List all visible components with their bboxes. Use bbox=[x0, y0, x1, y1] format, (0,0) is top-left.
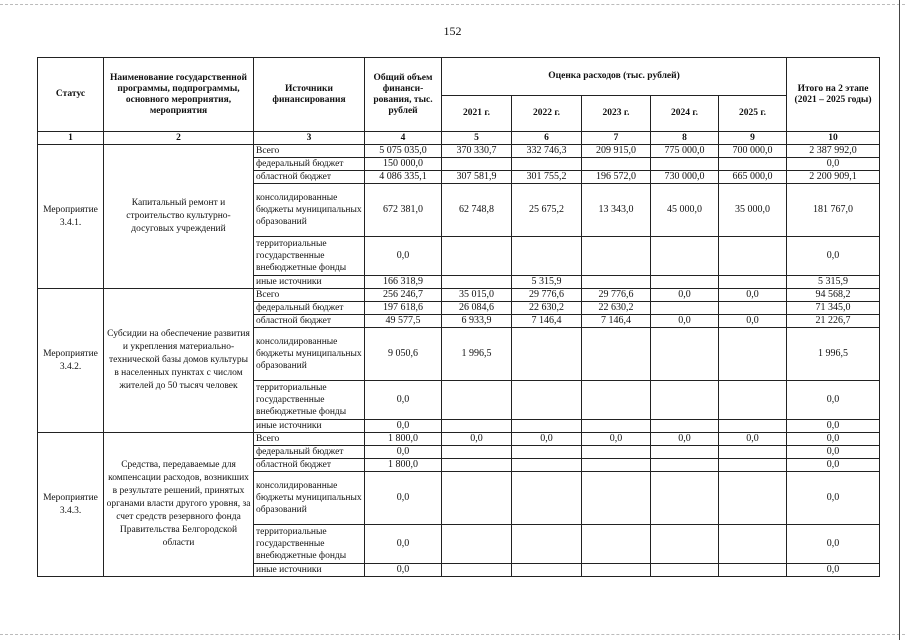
amount-y2021 bbox=[442, 158, 512, 171]
table-row bbox=[38, 433, 880, 446]
amount-final: 181 767,0 bbox=[787, 184, 880, 237]
amount-y2023 bbox=[582, 564, 651, 577]
amount-y2023 bbox=[582, 158, 651, 171]
amount-final: 5 315,9 bbox=[787, 276, 880, 289]
amount-y2022 bbox=[512, 158, 582, 171]
amount-final: 94 568,2 bbox=[787, 289, 880, 302]
amount-y2023 bbox=[582, 381, 651, 420]
header-name: Наименование государственной программы, подпрограммы, основного мероприятия, мероприятия bbox=[104, 58, 254, 132]
amount-y2022: 7 146,4 bbox=[512, 315, 582, 328]
amount-y2025: 0,0 bbox=[719, 315, 787, 328]
amount-y2023: 7 146,4 bbox=[582, 315, 651, 328]
amount-y2024: 0,0 bbox=[651, 315, 719, 328]
funding-source: Всего bbox=[254, 433, 365, 446]
measure-name: Средства, передаваемые для компенсации расходов, возникших в результате решений, принятых органами власти другого уровня, за счет средств резервного фонда Правительства Белгородской области bbox=[104, 433, 254, 577]
amount-y2021: 6 933,9 bbox=[442, 315, 512, 328]
funding-source: федеральный бюджет bbox=[254, 158, 365, 171]
amount-y2023 bbox=[582, 237, 651, 276]
table-row bbox=[38, 145, 880, 158]
amount-total: 0,0 bbox=[365, 525, 442, 564]
amount-y2022 bbox=[512, 420, 582, 433]
header-year-2021: 2021 г. bbox=[442, 96, 512, 132]
amount-y2023: 209 915,0 bbox=[582, 145, 651, 158]
amount-final: 0,0 bbox=[787, 158, 880, 171]
amount-y2025 bbox=[719, 328, 787, 381]
measure-name: Капитальный ремонт и строительство культурно-досуговых учреждений bbox=[104, 145, 254, 289]
amount-y2021 bbox=[442, 276, 512, 289]
amount-total: 672 381,0 bbox=[365, 184, 442, 237]
header-year-2024: 2024 г. bbox=[651, 96, 719, 132]
amount-y2023 bbox=[582, 446, 651, 459]
amount-final: 0,0 bbox=[787, 420, 880, 433]
amount-total: 5 075 035,0 bbox=[365, 145, 442, 158]
amount-y2025 bbox=[719, 525, 787, 564]
amount-y2024: 0,0 bbox=[651, 433, 719, 446]
amount-y2022: 25 675,2 bbox=[512, 184, 582, 237]
amount-y2025 bbox=[719, 459, 787, 472]
amount-y2025 bbox=[719, 564, 787, 577]
amount-y2025 bbox=[719, 158, 787, 171]
amount-y2025 bbox=[719, 276, 787, 289]
amount-y2021: 1 996,5 bbox=[442, 328, 512, 381]
amount-final: 0,0 bbox=[787, 237, 880, 276]
funding-source: иные источники bbox=[254, 276, 365, 289]
measure-status: Мероприятие 3.4.3. bbox=[38, 433, 104, 577]
amount-y2021 bbox=[442, 420, 512, 433]
column-index: 10 bbox=[787, 132, 880, 145]
amount-y2025: 665 000,0 bbox=[719, 171, 787, 184]
funding-source: территориальные государственные внебюджетные фонды bbox=[254, 237, 365, 276]
header-year-2025: 2025 г. bbox=[719, 96, 787, 132]
amount-y2021 bbox=[442, 237, 512, 276]
amount-y2022 bbox=[512, 328, 582, 381]
amount-final: 0,0 bbox=[787, 433, 880, 446]
amount-final: 21 226,7 bbox=[787, 315, 880, 328]
amount-y2024 bbox=[651, 302, 719, 315]
amount-total: 0,0 bbox=[365, 381, 442, 420]
amount-y2022: 29 776,6 bbox=[512, 289, 582, 302]
funding-source: федеральный бюджет bbox=[254, 446, 365, 459]
amount-total: 1 800,0 bbox=[365, 459, 442, 472]
amount-y2021 bbox=[442, 381, 512, 420]
amount-y2025 bbox=[719, 472, 787, 525]
column-index: 6 bbox=[512, 132, 582, 145]
column-index: 5 bbox=[442, 132, 512, 145]
amount-y2021 bbox=[442, 525, 512, 564]
funding-source: территориальные государственные внебюджетные фонды bbox=[254, 381, 365, 420]
funding-source: областной бюджет bbox=[254, 171, 365, 184]
amount-y2021: 62 748,8 bbox=[442, 184, 512, 237]
funding-source: областной бюджет bbox=[254, 459, 365, 472]
column-index: 8 bbox=[651, 132, 719, 145]
scan-bottom-edge bbox=[0, 634, 905, 635]
amount-final: 2 387 992,0 bbox=[787, 145, 880, 158]
amount-total: 0,0 bbox=[365, 472, 442, 525]
amount-y2021 bbox=[442, 564, 512, 577]
amount-y2022 bbox=[512, 459, 582, 472]
amount-total: 1 800,0 bbox=[365, 433, 442, 446]
amount-y2022 bbox=[512, 446, 582, 459]
amount-y2022 bbox=[512, 472, 582, 525]
amount-y2025 bbox=[719, 381, 787, 420]
amount-final: 71 345,0 bbox=[787, 302, 880, 315]
amount-y2023: 13 343,0 bbox=[582, 184, 651, 237]
amount-final: 0,0 bbox=[787, 446, 880, 459]
amount-y2022: 332 746,3 bbox=[512, 145, 582, 158]
header-total: Общий объем финанси-рования, тыс. рублей bbox=[365, 58, 442, 132]
amount-y2025 bbox=[719, 446, 787, 459]
funding-source: Всего bbox=[254, 145, 365, 158]
amount-total: 0,0 bbox=[365, 237, 442, 276]
amount-y2025: 0,0 bbox=[719, 433, 787, 446]
column-index: 3 bbox=[254, 132, 365, 145]
amount-y2025 bbox=[719, 420, 787, 433]
amount-final: 0,0 bbox=[787, 459, 880, 472]
measure-status: Мероприятие 3.4.1. bbox=[38, 145, 104, 289]
amount-y2022 bbox=[512, 237, 582, 276]
amount-y2022: 5 315,9 bbox=[512, 276, 582, 289]
table-row bbox=[38, 289, 880, 302]
amount-total: 4 086 335,1 bbox=[365, 171, 442, 184]
amount-y2024 bbox=[651, 472, 719, 525]
funding-source: консолидированные бюджеты муниципальных образований bbox=[254, 184, 365, 237]
amount-final: 1 996,5 bbox=[787, 328, 880, 381]
amount-y2024 bbox=[651, 525, 719, 564]
amount-y2022 bbox=[512, 525, 582, 564]
amount-y2024: 775 000,0 bbox=[651, 145, 719, 158]
amount-y2021: 0,0 bbox=[442, 433, 512, 446]
header-source: Источники финансирования bbox=[254, 58, 365, 132]
amount-y2023: 29 776,6 bbox=[582, 289, 651, 302]
amount-y2021: 307 581,9 bbox=[442, 171, 512, 184]
funding-source: Всего bbox=[254, 289, 365, 302]
amount-y2024: 730 000,0 bbox=[651, 171, 719, 184]
column-index: 4 bbox=[365, 132, 442, 145]
amount-total: 150 000,0 bbox=[365, 158, 442, 171]
amount-y2022 bbox=[512, 564, 582, 577]
amount-total: 0,0 bbox=[365, 446, 442, 459]
column-index-row bbox=[38, 132, 880, 145]
amount-y2023 bbox=[582, 276, 651, 289]
amount-y2022 bbox=[512, 381, 582, 420]
amount-y2024 bbox=[651, 276, 719, 289]
funding-source: областной бюджет bbox=[254, 315, 365, 328]
amount-y2025 bbox=[719, 302, 787, 315]
amount-y2023 bbox=[582, 459, 651, 472]
amount-y2023 bbox=[582, 472, 651, 525]
amount-y2021: 35 015,0 bbox=[442, 289, 512, 302]
amount-total: 166 318,9 bbox=[365, 276, 442, 289]
column-index: 2 bbox=[104, 132, 254, 145]
amount-y2021: 370 330,7 bbox=[442, 145, 512, 158]
amount-y2024: 45 000,0 bbox=[651, 184, 719, 237]
amount-final: 2 200 909,1 bbox=[787, 171, 880, 184]
amount-final: 0,0 bbox=[787, 564, 880, 577]
amount-y2024 bbox=[651, 158, 719, 171]
amount-y2022: 301 755,2 bbox=[512, 171, 582, 184]
amount-y2025: 700 000,0 bbox=[719, 145, 787, 158]
amount-total: 197 618,6 bbox=[365, 302, 442, 315]
amount-final: 0,0 bbox=[787, 381, 880, 420]
measure-name: Субсидии на обеспечение развития и укрепления материально-технической базы домов культуры в населенных пунктах с числом жителей до 50 тысяч человек bbox=[104, 289, 254, 433]
amount-y2024 bbox=[651, 328, 719, 381]
amount-y2024 bbox=[651, 381, 719, 420]
funding-source: иные источники bbox=[254, 420, 365, 433]
amount-y2024 bbox=[651, 420, 719, 433]
amount-y2024 bbox=[651, 459, 719, 472]
amount-y2024 bbox=[651, 446, 719, 459]
page-number: 152 bbox=[443, 24, 462, 38]
funding-source: федеральный бюджет bbox=[254, 302, 365, 315]
amount-y2023 bbox=[582, 525, 651, 564]
amount-total: 9 050,6 bbox=[365, 328, 442, 381]
amount-total: 256 246,7 bbox=[365, 289, 442, 302]
amount-y2024 bbox=[651, 237, 719, 276]
measure-status: Мероприятие 3.4.2. bbox=[38, 289, 104, 433]
amount-y2021 bbox=[442, 446, 512, 459]
funding-source: консолидированные бюджеты муниципальных образований bbox=[254, 472, 365, 525]
amount-y2025 bbox=[719, 237, 787, 276]
amount-total: 0,0 bbox=[365, 564, 442, 577]
budget-table bbox=[37, 57, 880, 577]
amount-total: 49 577,5 bbox=[365, 315, 442, 328]
scan-right-edge bbox=[899, 0, 900, 640]
amount-y2021: 26 084,6 bbox=[442, 302, 512, 315]
amount-y2024 bbox=[651, 564, 719, 577]
funding-source: иные источники bbox=[254, 564, 365, 577]
amount-y2023: 22 630,2 bbox=[582, 302, 651, 315]
amount-final: 0,0 bbox=[787, 525, 880, 564]
funding-source: консолидированные бюджеты муниципальных образований bbox=[254, 328, 365, 381]
column-index: 9 bbox=[719, 132, 787, 145]
amount-final: 0,0 bbox=[787, 472, 880, 525]
column-index: 1 bbox=[38, 132, 104, 145]
header-estimate: Оценка расходов (тыс. рублей) bbox=[442, 58, 787, 96]
amount-y2023: 0,0 bbox=[582, 433, 651, 446]
amount-y2022: 0,0 bbox=[512, 433, 582, 446]
amount-y2021 bbox=[442, 472, 512, 525]
header-final: Итого на 2 этапе (2021 – 2025 годы) bbox=[787, 58, 880, 132]
amount-y2023: 196 572,0 bbox=[582, 171, 651, 184]
header-status: Статус bbox=[38, 58, 104, 132]
column-index: 7 bbox=[582, 132, 651, 145]
amount-y2023 bbox=[582, 420, 651, 433]
amount-y2025: 0,0 bbox=[719, 289, 787, 302]
amount-y2024: 0,0 bbox=[651, 289, 719, 302]
scan-top-edge bbox=[0, 4, 905, 5]
amount-y2022: 22 630,2 bbox=[512, 302, 582, 315]
header-year-2022: 2022 г. bbox=[512, 96, 582, 132]
amount-total: 0,0 bbox=[365, 420, 442, 433]
amount-y2021 bbox=[442, 459, 512, 472]
amount-y2023 bbox=[582, 328, 651, 381]
header-year-2023: 2023 г. bbox=[582, 96, 651, 132]
funding-source: территориальные государственные внебюджетные фонды bbox=[254, 525, 365, 564]
amount-y2025: 35 000,0 bbox=[719, 184, 787, 237]
